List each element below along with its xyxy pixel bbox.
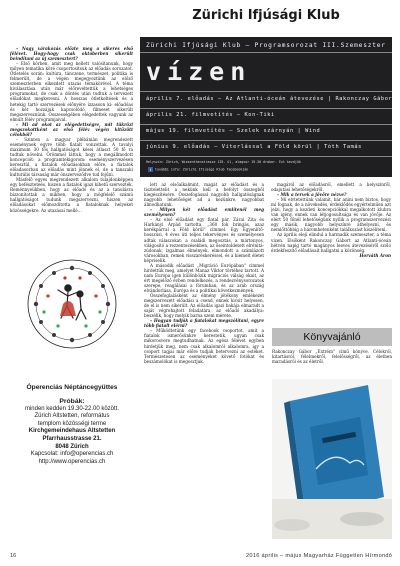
rehearsal-address: Kirchgemeindehaus Altstetten bbox=[28, 428, 116, 435]
page-footer bbox=[0, 545, 400, 566]
logo-caption: Óperenciás Néptáncegyüttes bbox=[26, 384, 118, 391]
interview-question: – Mi ad okot az elégedettségre, mit tükrözi megszokottként az első félév végén kitűzött célokból? bbox=[10, 121, 133, 137]
article-column-3 bbox=[271, 182, 391, 322]
rehearsal-heading: Próbák: bbox=[59, 398, 85, 405]
club-title: Zürichi Ifjúsági Klub bbox=[192, 8, 340, 23]
article-paragraph: A második előadást „Migráció Európában" címmel hirdettük meg, amelyet Manaz Viktor törtéhez tartott. A nam Európa igen különbözik migrációs válság okait, az ért megelőző évben rendelkezés, a rendezvénysorozatok szerepe, reagálásai a fórumban, és az arab ország elvándorlása, Európa és a politikai következmények. bbox=[144, 262, 264, 293]
rehearsal-place: templom közösségi terme bbox=[37, 420, 107, 427]
rehearsal-address: Pfarrhausstrasse 21. bbox=[42, 435, 102, 442]
publication-name: 2016 április – május Magyarház Független Hírmondó bbox=[246, 553, 393, 559]
banner-title: vízen bbox=[146, 57, 252, 86]
banner-divider bbox=[140, 91, 392, 92]
banner-event: június 9. előadás – Viterlással a Föld körül | Tóth Tamás bbox=[146, 144, 362, 150]
banner-divider bbox=[140, 108, 392, 109]
interview-question: – Hogyan tudják a fiatalokat megszólítani, egyre több fiatalt elérni? bbox=[144, 318, 264, 329]
book-recommendation-title: Könyvajánló bbox=[272, 328, 392, 346]
article-column-1 bbox=[10, 46, 133, 232]
banner-event: április 7. előadás – Az Atlanti-óceán átevezése | Rakonczay Gábor bbox=[146, 96, 392, 102]
article-column-2 bbox=[144, 182, 264, 542]
interview-question: – Milyen két előadást említenél meg személyesen? bbox=[144, 207, 264, 218]
article-paragraph: Másfelõ egyes megrendezett alkalom tulajdonképpen egy befészteteés, hiszen a fiatalok igazi kibetű szervezték. Reménnyeükben, hogy az előadó és az a tanulásra bízzonítottak a mikben, hogy a mögfelelő számú hallgatóságot tudunk megszervezni, hiszen az előadásokat előmozdította a fiataloknak helyeket közösségekre. Az utazásai mellé… bbox=[10, 177, 133, 213]
rehearsal-address: 8048 Zürich bbox=[55, 443, 89, 450]
rehearsal-website[interactable]: http://www.operencias.ch bbox=[38, 458, 106, 465]
banner-event: április 21. filmvetítés – Kon-Tiki bbox=[146, 112, 275, 118]
banner-divider bbox=[140, 140, 392, 141]
article-paragraph: lett az elsőalkalmint, magát az előadást és a tisztelettelit a nekünk kell a befolyt összegből kiegészítésére. Összefogással nagyobb hallgatóságnak nagyobb lehetőséget ad a kezünkre, nagyobbat álmodhatunk. bbox=[144, 182, 264, 208]
book-description: Rakonczay Gábor „Extrém" című könyve. Célokról, kitartásról, félelmekről, felelősségről, az életben maradásról és az életről. bbox=[272, 349, 392, 365]
interview-question: – Mik a tervek a jövőre nézve? bbox=[277, 192, 347, 198]
article-paragraph: Összefoglalásként az élmény jótékony emlékezet megszervezett előadási a csend, ennek kicsit helyesen, de el is nem sikerült. Az előadás igazi bakája elmaradt a saját végrehajtott feladatára, az előadó akadálya: beszélik, hogy melyik barna szem mérete. bbox=[144, 293, 264, 319]
author-signature: Horváth Áron bbox=[359, 252, 391, 258]
rehearsal-info bbox=[10, 398, 134, 466]
rehearsal-contact[interactable]: Kapcsolat: info@operencias.ch bbox=[30, 451, 114, 458]
book-cover-image bbox=[272, 379, 392, 539]
banner-more-info: f további info: Zürichi Ifjúsági Klub facebookján bbox=[149, 167, 249, 172]
rehearsal-time: minden kedden 19.30-22.00 között. bbox=[24, 405, 120, 412]
banner-divider bbox=[140, 52, 392, 53]
article-paragraph: – Az első előadást egy fiatal pár, Zárai Zita és Harkányi Árpád tartotta, „360 fok bringás, azaz kerékpárral a Föld körül" címmel. Egy Egyenlítő-hosszúsi, 4 éves úti teljes tekervényes és személyesen adtak válaszokat: a családi megosztás, a mártonyos, világosító a rezzentezésekben, az őseintoldetett elrénitá-zúdonak, izgalmas élmények, elmondott a számlázott városokban, remek visszaréskeréssel, és a kiemelt életet képviselik. bbox=[144, 217, 264, 263]
page-number: 16 bbox=[10, 553, 17, 559]
article-paragraph: – Működtetünk egy facebook csoportot, amit a fiatalok ismerősünkre kerestetik, ugyan csak mikorosvere megtudhatnak. Az egész félévet egyben hirdetjük meg, nem csak alkalomról alkalomra, igy a csoport tagjai már előre tudjak betervezni az estéket. Természetesen az eseményeket követő fotókat és beszámolókat is megosztjuk. bbox=[144, 328, 264, 364]
interview-question: – Nagy várakozás előzte meg a sikeres első félévet. Hogy-hogy csak októberben sikerült beindítani az új szemesztert? bbox=[10, 46, 133, 62]
banner-heading: Zürichi Ifjúsági Klub – Programsorozat III.Szemeszter bbox=[146, 42, 386, 49]
article-paragraph: – Mi elvtetettünk valamit, bár anini nem biztos, hogy mi fognak, de a növekedés, érdeklődés egyértelműen azt jelzi, hogy a kezdeti koncepciókkal megalkotott klubra van igény, ennek van létjogosultsága és van jövője. Az elért 50 főnél lehetőségünk nyílik a programszervezést egy másik, nagyobb helyszínre áthelyezni, és nemlőttöbbig a háromhetenként találkozást kiszéliteni. bbox=[271, 197, 391, 233]
article-paragraph: Az április eleji elindul a harmadik szemeszter, a téma vízen. Elsőként Rakonczay Gábort az Atlanti-óceán hétvén napig tartó magányos leeves átevezéséről szóló érdekfeszítő előadásait hallgatni a közönség. bbox=[271, 232, 391, 253]
program-banner bbox=[140, 37, 392, 177]
facebook-icon: f bbox=[149, 167, 152, 172]
banner-event: május 19. filmvetítés – Szelek szárnyán | Wind bbox=[146, 128, 321, 134]
banner-divider bbox=[140, 124, 392, 125]
operencias-logo bbox=[10, 234, 134, 394]
banner-location: Helyszín: Zürich, Wiesenthenstrasse 135. ül, alagsor 19.30 órakor. Ezt kezdjük bbox=[146, 160, 301, 164]
article-paragraph: magáról az előadásról, emellett a helyszínről, odajutási lehetőségekről. bbox=[271, 182, 391, 193]
article-paragraph: – Első körben, amit meg kellett valósítanunk, hogy milyen tematika köré csoportosítsuk az előadás sorozatot. Ötletelés során: kultúra, tánczene, természet, politika is felmerült, de a végén megegyeztünk az előző szemeszterben elkezdett utazás témakörével. A téma kiválasztása után már előreveltettük a lehetséges programokat, de csak a döntés után tudtuk a tervezett előadókat megkeresni. A hosszas ötletkeltések és a hetekig tartó szervezések előnyére ízzasson ki: előadóas és két hozzájuk kapcsolódó, filmeset sikerült megszerveznünk. Összességében elégedettek vagyunk az elmúlt félév programjaival. bbox=[10, 61, 133, 122]
rehearsal-place: Zürich Altstetten, református bbox=[34, 413, 110, 420]
banner-divider bbox=[140, 156, 392, 157]
article-paragraph: – Szinten a magyar plébánián megrendezett eseménynek egyre több fiatalt vonzottak. A tavalyi maximum 30 fős hallgatóságot kései átlaszt 50 fő ra tudtuk növelni. Örömmel láttuk, hogy a megállmodott koncepciót: a programtekigorom: eseményszervezésen keresztül, a fiatalok előadásokban előre, a fiatalok előadasorban az előadás mint jönnek el, de a tanszaki kulturális társaság már önszerveződve tud fejűni. bbox=[10, 136, 133, 178]
